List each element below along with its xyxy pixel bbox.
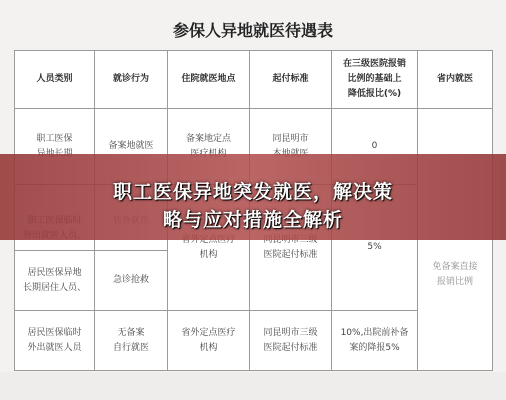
bottom-strip	[0, 372, 506, 400]
header-ratio-line2: 比例的基础上	[347, 74, 402, 84]
cell-in-province-line1: 免备案直接	[432, 261, 478, 272]
cell-category	[15, 251, 95, 311]
cell-hospital-line1: 省外定点医疗	[181, 327, 236, 338]
cell-behavior-line1: 无备案	[117, 327, 145, 338]
cell-threshold-line1: 同昆明市	[272, 133, 309, 144]
cell-threshold	[250, 311, 332, 371]
header-ratio-line1: 在三级医院报销	[342, 59, 406, 69]
cell-ratio: 0	[332, 109, 418, 185]
cell-hospital-line2: 机构	[199, 249, 218, 260]
cell-behavior: 备案地就医	[95, 109, 168, 185]
header-ratio-line3: 降低报比(%)	[347, 89, 402, 99]
cell-threshold-line1: 同昆明市三级	[263, 327, 318, 338]
cell-hospital	[168, 311, 250, 371]
cell-behavior-line2: 自行就医	[112, 342, 149, 353]
cell-ratio: 5%	[332, 185, 418, 311]
cell-threshold-line2: 医院起付标准	[263, 249, 318, 260]
headline-line2: 略与应对措施全解析	[162, 209, 343, 231]
cell-category-line1: 居民医保临时	[27, 327, 82, 338]
cell-ratio	[332, 311, 418, 371]
cell-category-line2: 外出就医人员	[27, 342, 82, 353]
cell-category-line1: 职工医保	[36, 133, 73, 144]
cell-ratio-line2: 案的降报5%	[349, 342, 400, 353]
cell-category	[15, 311, 95, 371]
headline-line1: 职工医保异地突发就医，解决策	[112, 181, 393, 203]
cell-hospital-line2: 机构	[199, 342, 218, 353]
document-title: 参保人异地就医待遇表	[172, 21, 333, 40]
header-category: 人员类别	[15, 51, 95, 109]
header-threshold: 起付标准	[250, 51, 332, 109]
header-in-province: 省内就医	[418, 51, 493, 109]
cell-behavior: 急诊抢救	[95, 251, 168, 311]
header-ratio	[332, 51, 418, 109]
table-header-row	[15, 51, 493, 109]
cell-behavior	[95, 311, 168, 371]
cell-category-line2: 长期居住人员、	[22, 282, 86, 293]
header-behavior: 就诊行为	[95, 51, 168, 109]
header-hospital: 住院就医地点	[168, 51, 250, 109]
cell-category-line1: 居民医保异地	[27, 267, 82, 278]
cell-threshold-line2: 医院起付标准	[263, 342, 318, 353]
cell-in-province-line2: 报销比例	[436, 276, 473, 287]
cell-hospital-line1: 备案地定点	[185, 133, 231, 144]
cell-ratio-line1: 10%,出院前补备	[340, 327, 409, 338]
